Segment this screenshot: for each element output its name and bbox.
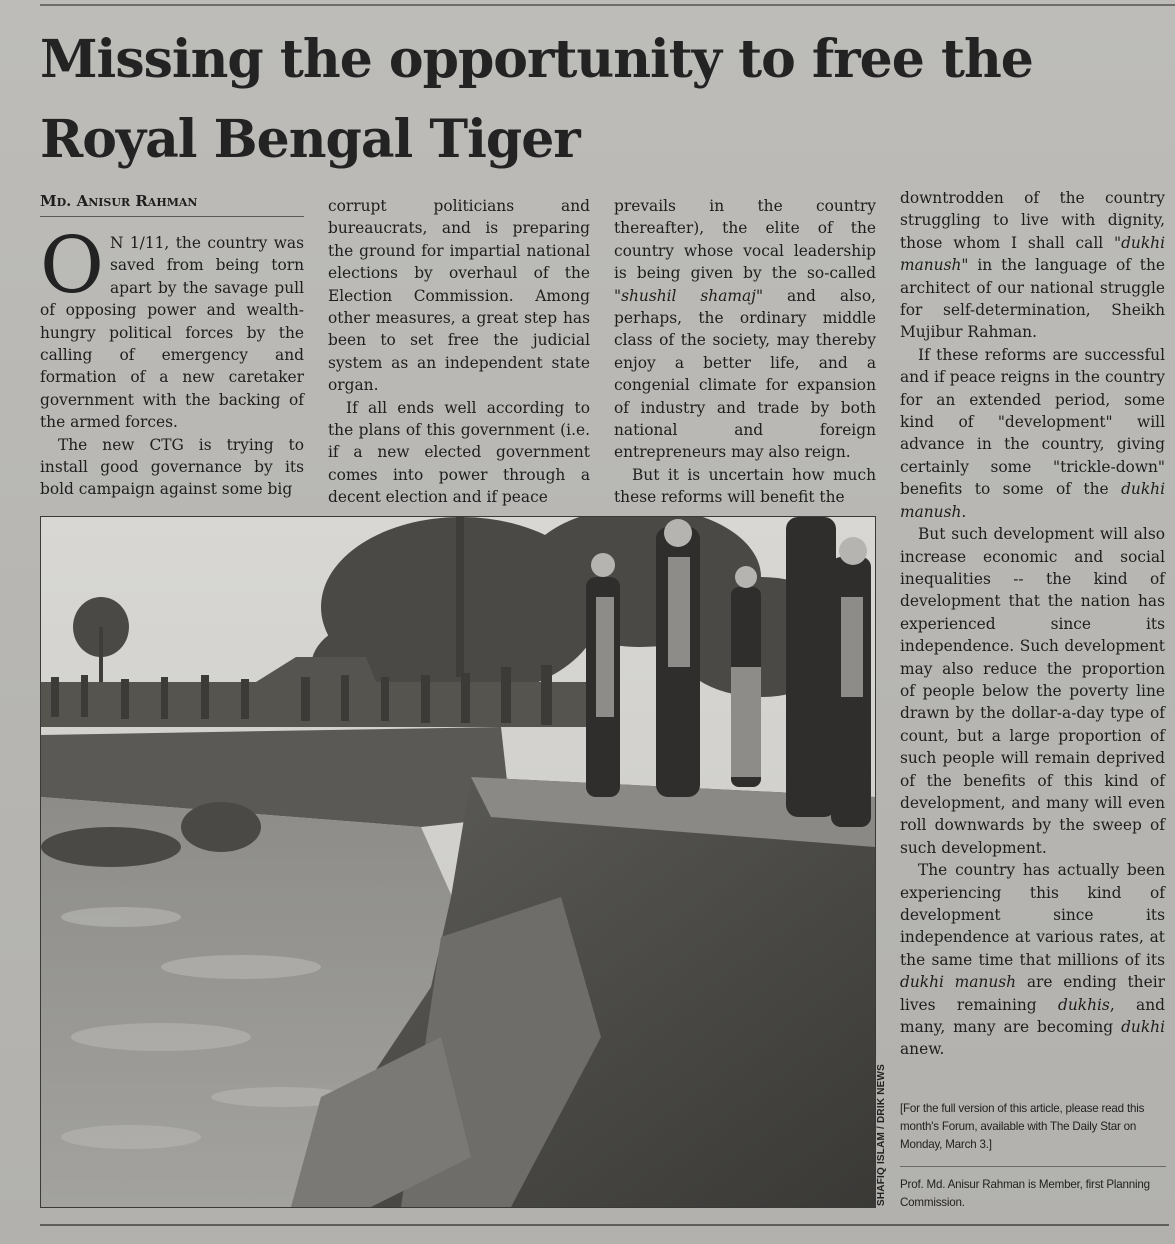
drop-cap: O (40, 221, 104, 311)
column-4 (900, 187, 1165, 1061)
paragraph-text: downtrodden of the country struggling to live with dignity, those whom I shall call " (900, 189, 1165, 252)
paragraph (40, 221, 304, 434)
headline: Missing the opportunity to free the Royal Bengal Tiger (40, 29, 1033, 170)
column-1 (40, 221, 304, 501)
paragraph (900, 187, 1165, 344)
full-version-note: [For the full version of this article, please read this month's Forum, available with The Daily Star on Monday, March 3.] (900, 1102, 1145, 1151)
paragraph: But such development will also increase economic and social inequalities -- the kind of development that the nation has experienced since its independence. Such development may also reduce the proportion of people below the poverty line drawn by the dollar-a-day type of count, but a large proportion of such people will remain deprived of the benefits of this kind of development, and many will even roll downwards by the sweep of such development. (900, 525, 1165, 857)
paragraph: But it is uncertain how much these reforms will benefit the (614, 465, 876, 507)
photo-credit: SHAFIQ ISLAM / DRIK NEWS (876, 1063, 887, 1206)
paragraph (614, 195, 876, 464)
top-rule (40, 4, 1175, 6)
italic-term: dukhis (1057, 995, 1110, 1014)
italic-term: dukhi manush (900, 973, 1017, 992)
paragraph-text: If these reforms are successful and if peace reigns in the country for an extended period, some kind of "development" will advance in the country, giving certainly some "trickle-down" benefits to some of the (900, 345, 1165, 499)
paragraph-text: The country has actually been experiencing this kind of development since its independence at various rates, at the same time that millions of its (900, 861, 1165, 969)
paragraph: If all ends well according to the plans of this government (i.e. if a new elected government comes into power through a decent election and if peace (328, 398, 590, 507)
italic-term: dukhi manush (900, 233, 1165, 275)
column-2 (328, 195, 590, 509)
italic-term: dukhi (1121, 1018, 1165, 1037)
byline: Md. Anisur Rahman (40, 192, 304, 217)
paragraph: The new CTG is trying to install good governance by its bold campaign against some big (40, 435, 304, 499)
italic-term: dukhi manush (900, 480, 1165, 521)
paragraph (900, 344, 1165, 523)
photo-riverbank-erosion (41, 517, 875, 1207)
paragraph-text: N 1/11, the country was saved from being torn apart by the savage pull of opposing power and wealth-hungry political forces by the calling of emergency and formation of a new caretaker government with the backing of the armed forces. (40, 234, 304, 432)
note-divider (900, 1166, 1166, 1167)
author-note: Prof. Md. Anisur Rahman is Member, first Planning Commission. (900, 1178, 1150, 1209)
paragraph-text: are ending their lives remaining (900, 973, 1165, 1014)
paragraph-text: prevails in the country thereafter), the elite of the country whose vocal leadership is being given by the so-called " (614, 197, 876, 305)
bottom-rule (40, 1224, 1169, 1226)
italic-term: shushil shamaj (621, 286, 756, 305)
paragraph (900, 859, 1165, 1061)
paragraph-text: anew. (900, 1040, 945, 1059)
paragraph-text: . (961, 502, 967, 521)
paragraph: corrupt politicians and bureaucrats, and is preparing the ground for impartial national elections by overhaul of the Election Commission. Among other measures, a great step has been to set free the judicial system as an independent state organ. (328, 197, 590, 395)
paragraph-text: " and also, perhaps, the ordinary middle class of the society, may thereby enjoy a better life, and a congenial climate for expansion of industry and trade by both national and foreign entrepreneurs may also reign. (614, 286, 876, 462)
column-3 (614, 195, 876, 509)
paragraph-text: , and many, many are becoming (900, 995, 1165, 1037)
news-photo (40, 516, 876, 1208)
paragraph-text: " in the language of the architect of our national struggle for self-determination, Sheikh Mujibur Rahman. (900, 256, 1165, 342)
